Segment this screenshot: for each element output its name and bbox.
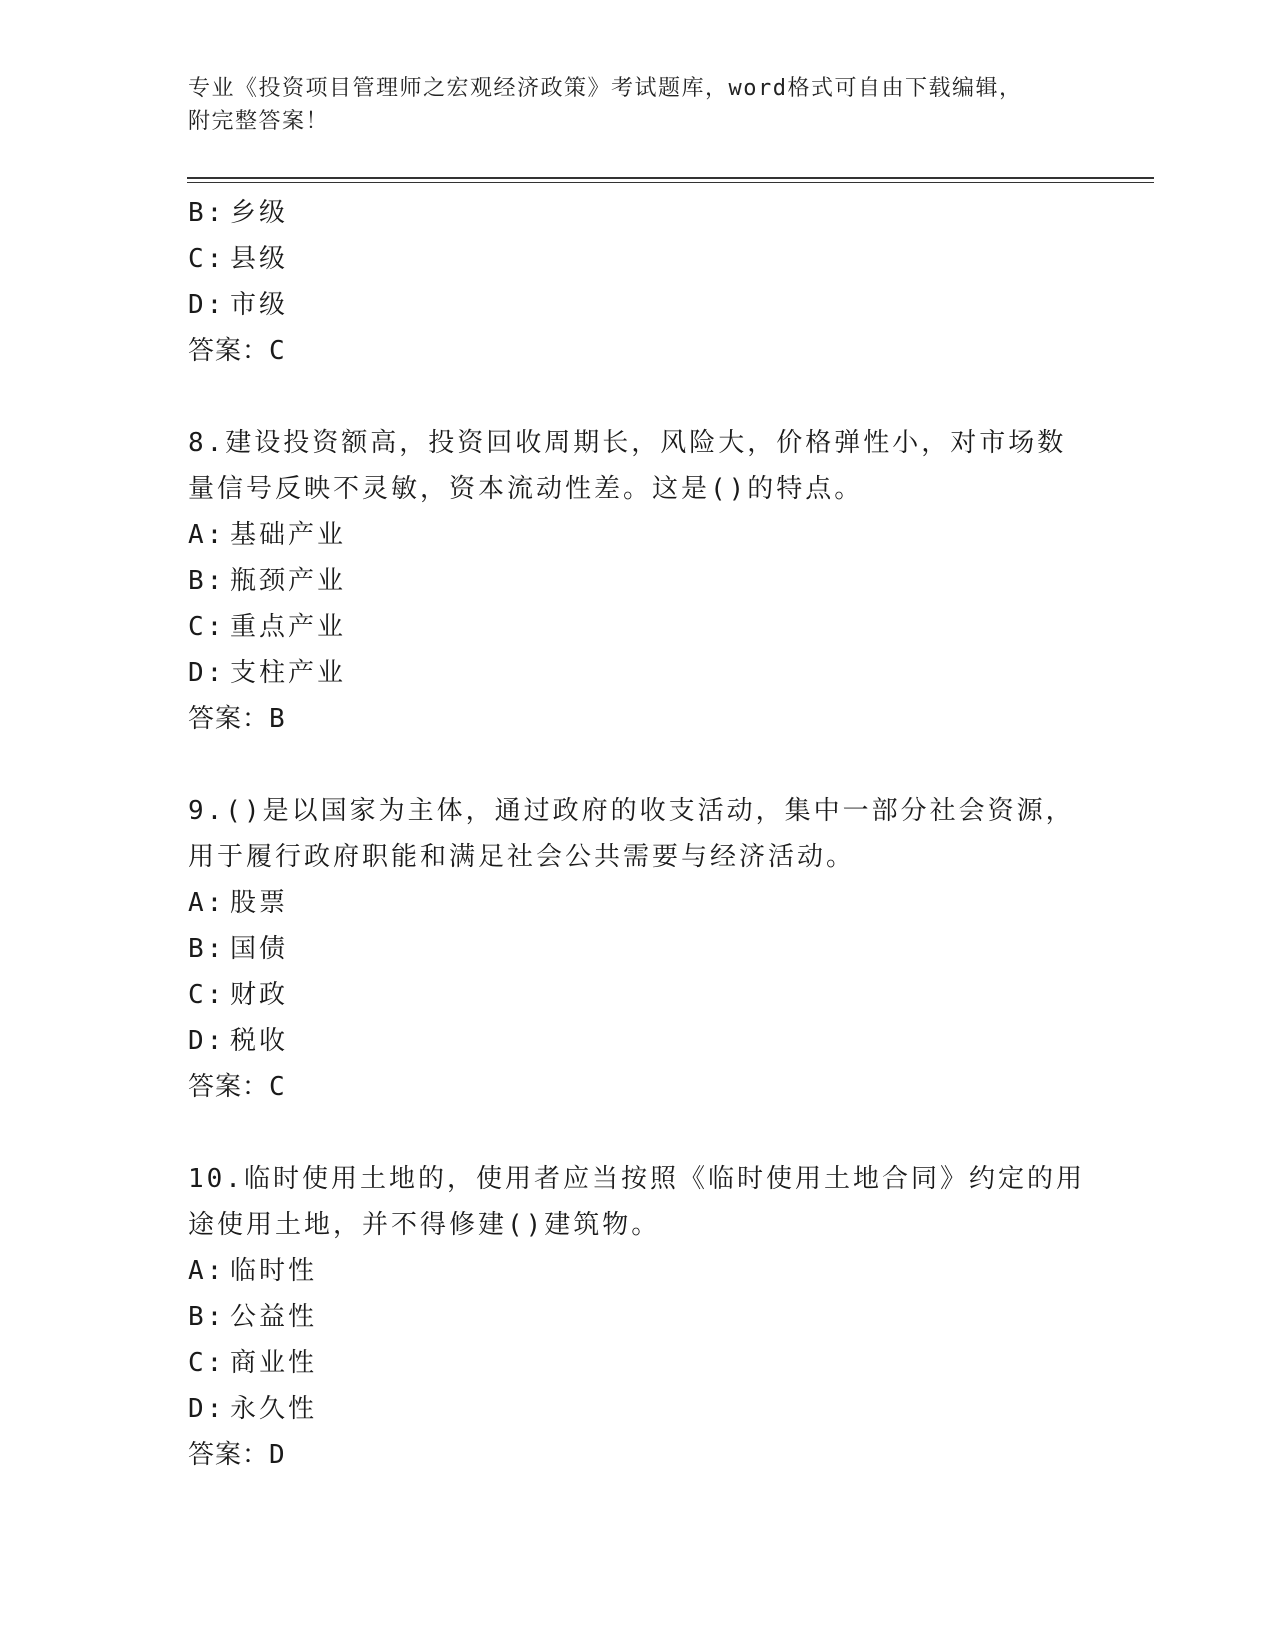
- spacer: [188, 1110, 1088, 1156]
- question-stem-line-2: 途使用土地，并不得修建()建筑物。: [188, 1210, 661, 1240]
- answer-label: 答案：: [188, 1072, 270, 1102]
- option-letter: B:: [188, 1302, 226, 1332]
- option-text: 永久性: [230, 1394, 318, 1424]
- document-body: [188, 190, 1088, 1478]
- option-letter: C:: [188, 980, 226, 1010]
- option-text: 重点产业: [230, 612, 347, 642]
- header-divider-thin: [187, 182, 1154, 183]
- option-text: 商业性: [230, 1348, 318, 1378]
- option-text: 国债: [230, 934, 289, 964]
- option-b: [188, 190, 1088, 236]
- option-text: 乡级: [230, 198, 289, 228]
- answer-value: D: [269, 1440, 286, 1470]
- option-d: [188, 650, 1088, 696]
- option-letter: D:: [188, 658, 226, 688]
- option-text: 基础产业: [230, 520, 347, 550]
- question-10: [188, 1156, 1088, 1478]
- option-d: [188, 1018, 1088, 1064]
- option-c: [188, 604, 1088, 650]
- answer-label: 答案：: [188, 1440, 270, 1470]
- answer-label: 答案：: [188, 336, 270, 366]
- option-text: 县级: [230, 244, 289, 274]
- option-c: [188, 1340, 1088, 1386]
- option-letter: B:: [188, 566, 226, 596]
- spacer: [188, 374, 1088, 420]
- question-stem-line-1: 10.临时使用土地的，使用者应当按照《临时使用土地合同》约定的用: [188, 1164, 1085, 1194]
- option-letter: C:: [188, 244, 226, 274]
- answer-line: [188, 1064, 1088, 1110]
- option-b: [188, 1294, 1088, 1340]
- option-b: [188, 926, 1088, 972]
- option-text: 税收: [230, 1026, 289, 1056]
- option-letter: D:: [188, 290, 226, 320]
- option-a: [188, 880, 1088, 926]
- question-7-continued: [188, 190, 1088, 374]
- option-text: 公益性: [230, 1302, 318, 1332]
- option-c: [188, 972, 1088, 1018]
- question-9: [188, 788, 1088, 1110]
- option-letter: D:: [188, 1394, 226, 1424]
- question-stem-line-1: 9.()是以国家为主体，通过政府的收支活动，集中一部分社会资源，: [188, 796, 1075, 826]
- option-a: [188, 512, 1088, 558]
- answer-line: [188, 696, 1088, 742]
- option-letter: A:: [188, 1256, 226, 1286]
- question-stem-line-1: 8.建设投资额高，投资回收周期长，风险大，价格弹性小，对市场数: [188, 428, 1067, 458]
- question-stem-line-2: 量信号反映不灵敏，资本流动性差。这是()的特点。: [188, 474, 864, 504]
- answer-value: B: [269, 704, 286, 734]
- option-letter: A:: [188, 888, 226, 918]
- header-divider: [187, 177, 1154, 179]
- document-header: [188, 72, 1088, 138]
- option-text: 瓶颈产业: [230, 566, 347, 596]
- option-letter: B:: [188, 934, 226, 964]
- answer-value: C: [269, 1072, 286, 1102]
- option-letter: B:: [188, 198, 226, 228]
- answer-line: [188, 1432, 1088, 1478]
- header-line-1: 专业《投资项目管理师之宏观经济政策》考试题库，word格式可自由下载编辑，: [188, 76, 1023, 101]
- answer-label: 答案：: [188, 704, 270, 734]
- question-8: [188, 420, 1088, 742]
- option-letter: A:: [188, 520, 226, 550]
- option-letter: C:: [188, 612, 226, 642]
- option-d: [188, 282, 1088, 328]
- answer-value: C: [269, 336, 286, 366]
- header-line-2: 附完整答案！: [188, 109, 330, 134]
- question-stem-line-2: 用于履行政府职能和满足社会公共需要与经济活动。: [188, 842, 856, 872]
- option-a: [188, 1248, 1088, 1294]
- option-text: 支柱产业: [230, 658, 347, 688]
- option-c: [188, 236, 1088, 282]
- spacer: [188, 742, 1088, 788]
- option-letter: D:: [188, 1026, 226, 1056]
- option-d: [188, 1386, 1088, 1432]
- option-b: [188, 558, 1088, 604]
- option-letter: C:: [188, 1348, 226, 1378]
- option-text: 临时性: [230, 1256, 318, 1286]
- answer-line: [188, 328, 1088, 374]
- option-text: 市级: [230, 290, 289, 320]
- option-text: 财政: [230, 980, 289, 1010]
- option-text: 股票: [230, 888, 289, 918]
